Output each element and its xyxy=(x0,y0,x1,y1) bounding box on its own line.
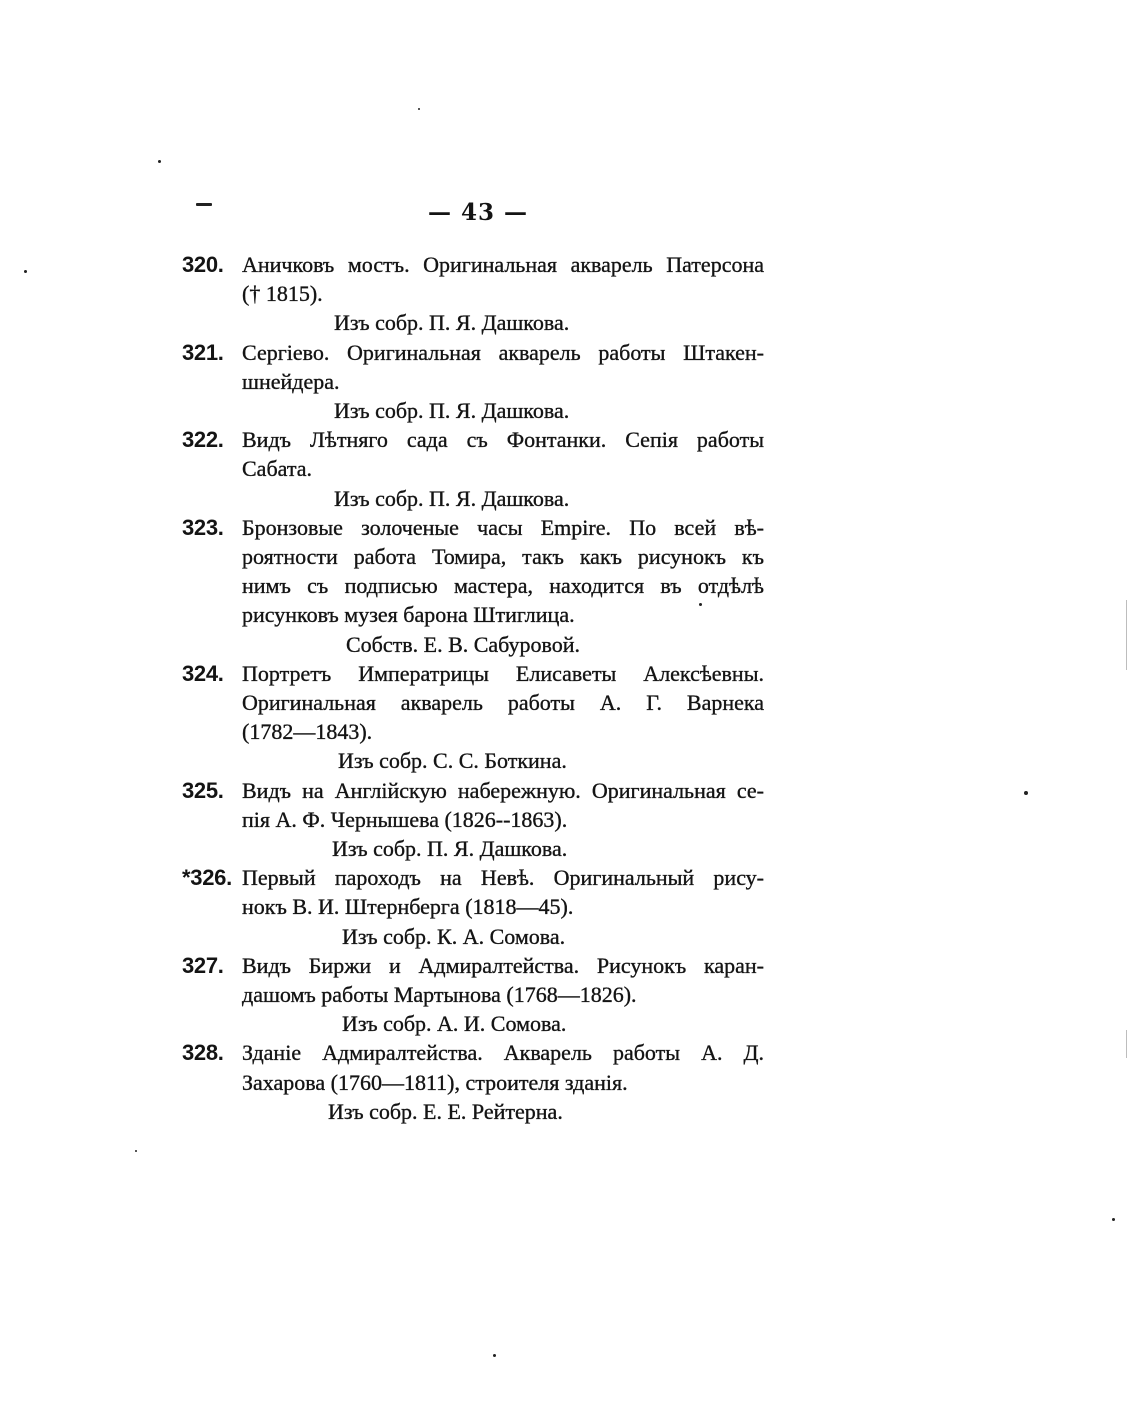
entry-description xyxy=(242,1038,764,1096)
entry-text-line: Видъ Биржи и Адмиралтейства. Рисунокъ каран- xyxy=(242,952,764,978)
entry-provenance: Изъ собр. П. Я. Дашкова. xyxy=(332,836,568,862)
catalog-entry xyxy=(182,951,764,1039)
catalog-entry xyxy=(182,776,764,864)
catalog-entry xyxy=(182,513,764,659)
scan-edge-line xyxy=(1126,600,1127,670)
entry-text-line: Первый пароходъ на Невѣ. Оригинальный рису- xyxy=(242,865,764,891)
entry-description xyxy=(242,659,764,747)
scan-edge-line xyxy=(1126,1030,1127,1058)
entry-provenance: Изъ собр. Е. Е. Рейтерна. xyxy=(328,1098,563,1124)
catalog-entry xyxy=(182,863,764,951)
catalog-entry xyxy=(182,338,764,426)
entry-text-line: пія А. Ф. Чернышева (1826--1863). xyxy=(242,806,568,832)
entry-number: 321. xyxy=(182,339,224,365)
entry-number: *326. xyxy=(182,865,232,891)
entry-provenance: Собств. Е. В. Сабуровой. xyxy=(346,631,581,657)
entry-description xyxy=(242,776,764,834)
entry-text-line: Зданіе Адмиралтейства. Акварель работы А. Д. xyxy=(242,1040,764,1066)
entry-text-line: Оригинальная акварель работы А. Г. Варнека xyxy=(242,690,764,716)
entry-number: 320. xyxy=(182,252,224,277)
entry-text-line: Бронзовые золоченые часы Empire. По всей вѣ- xyxy=(242,514,764,540)
entry-text-line: нимъ съ подписью мастера, находится въ отдѣлѣ xyxy=(242,573,764,599)
scan-speck xyxy=(1024,791,1028,795)
scan-speck xyxy=(1112,1218,1115,1221)
entry-description xyxy=(242,951,764,1009)
entry-text-line: Аничковъ мостъ. Оригинальная акварель Патерсона xyxy=(242,252,764,277)
entry-number: 324. xyxy=(182,660,224,686)
entry-provenance: Изъ собр. П. Я. Дашкова. xyxy=(334,485,570,511)
entry-text-line: († 1815). xyxy=(242,281,323,307)
scan-speck xyxy=(135,1150,137,1152)
catalog-entry xyxy=(182,425,764,513)
entry-number: 328. xyxy=(182,1040,224,1066)
entry-text-line: Захарова (1760—1811), строителя зданія. xyxy=(242,1069,628,1095)
entry-number: 325. xyxy=(182,777,224,803)
entry-provenance: Изъ собр. П. Я. Дашкова. xyxy=(334,310,570,336)
entry-description xyxy=(242,513,764,630)
catalog-entry xyxy=(182,659,764,776)
entry-text-line: шнейдера. xyxy=(242,368,340,394)
entry-text-line: дашомъ работы Мартынова (1768—1826). xyxy=(242,982,637,1008)
entry-description xyxy=(242,425,764,483)
entry-text-line: нокъ В. И. Штернберга (1818—45). xyxy=(242,894,574,920)
entry-text-line: Видъ Лѣтняго сада съ Фонтанки. Сепія работы xyxy=(242,427,764,453)
entry-description xyxy=(242,338,764,396)
entry-number: 323. xyxy=(182,514,224,540)
entry-text-line: Портретъ Императрицы Елисаветы Алексѣевны. xyxy=(242,660,764,686)
entry-description xyxy=(242,250,764,308)
entry-description xyxy=(242,863,764,921)
entry-provenance: Изъ собр. К. А. Сомова. xyxy=(342,923,566,949)
scan-speck xyxy=(158,160,161,163)
page-number: — 43 — xyxy=(427,199,529,226)
entry-provenance: Изъ собр. А. И. Сомова. xyxy=(342,1011,567,1037)
entry-text-line: роятности работа Томира, такъ какъ рисунокъ къ xyxy=(242,544,764,570)
entry-number: 327. xyxy=(182,952,224,978)
entry-number: 322. xyxy=(182,427,224,453)
entry-text-line: (1782—1843). xyxy=(242,719,373,745)
scan-speck xyxy=(418,108,420,110)
entry-text-line: Сабата. xyxy=(242,456,312,482)
scan-speck xyxy=(24,270,27,273)
catalog-entries xyxy=(182,250,764,1126)
entry-provenance: Изъ собр. П. Я. Дашкова. xyxy=(334,398,570,424)
entry-text-line: Видъ на Англійскую набережную. Оригинальная се- xyxy=(242,777,764,803)
entry-text-line: рисунковъ музея барона Штиглица. xyxy=(242,602,575,628)
catalog-entry xyxy=(182,250,764,338)
catalog-entry xyxy=(182,1038,764,1126)
scan-speck xyxy=(493,1354,496,1357)
entry-text-line: Сергіево. Оригинальная акварель работы Штакен- xyxy=(242,339,764,365)
entry-provenance: Изъ собр. С. С. Боткина. xyxy=(338,748,567,774)
